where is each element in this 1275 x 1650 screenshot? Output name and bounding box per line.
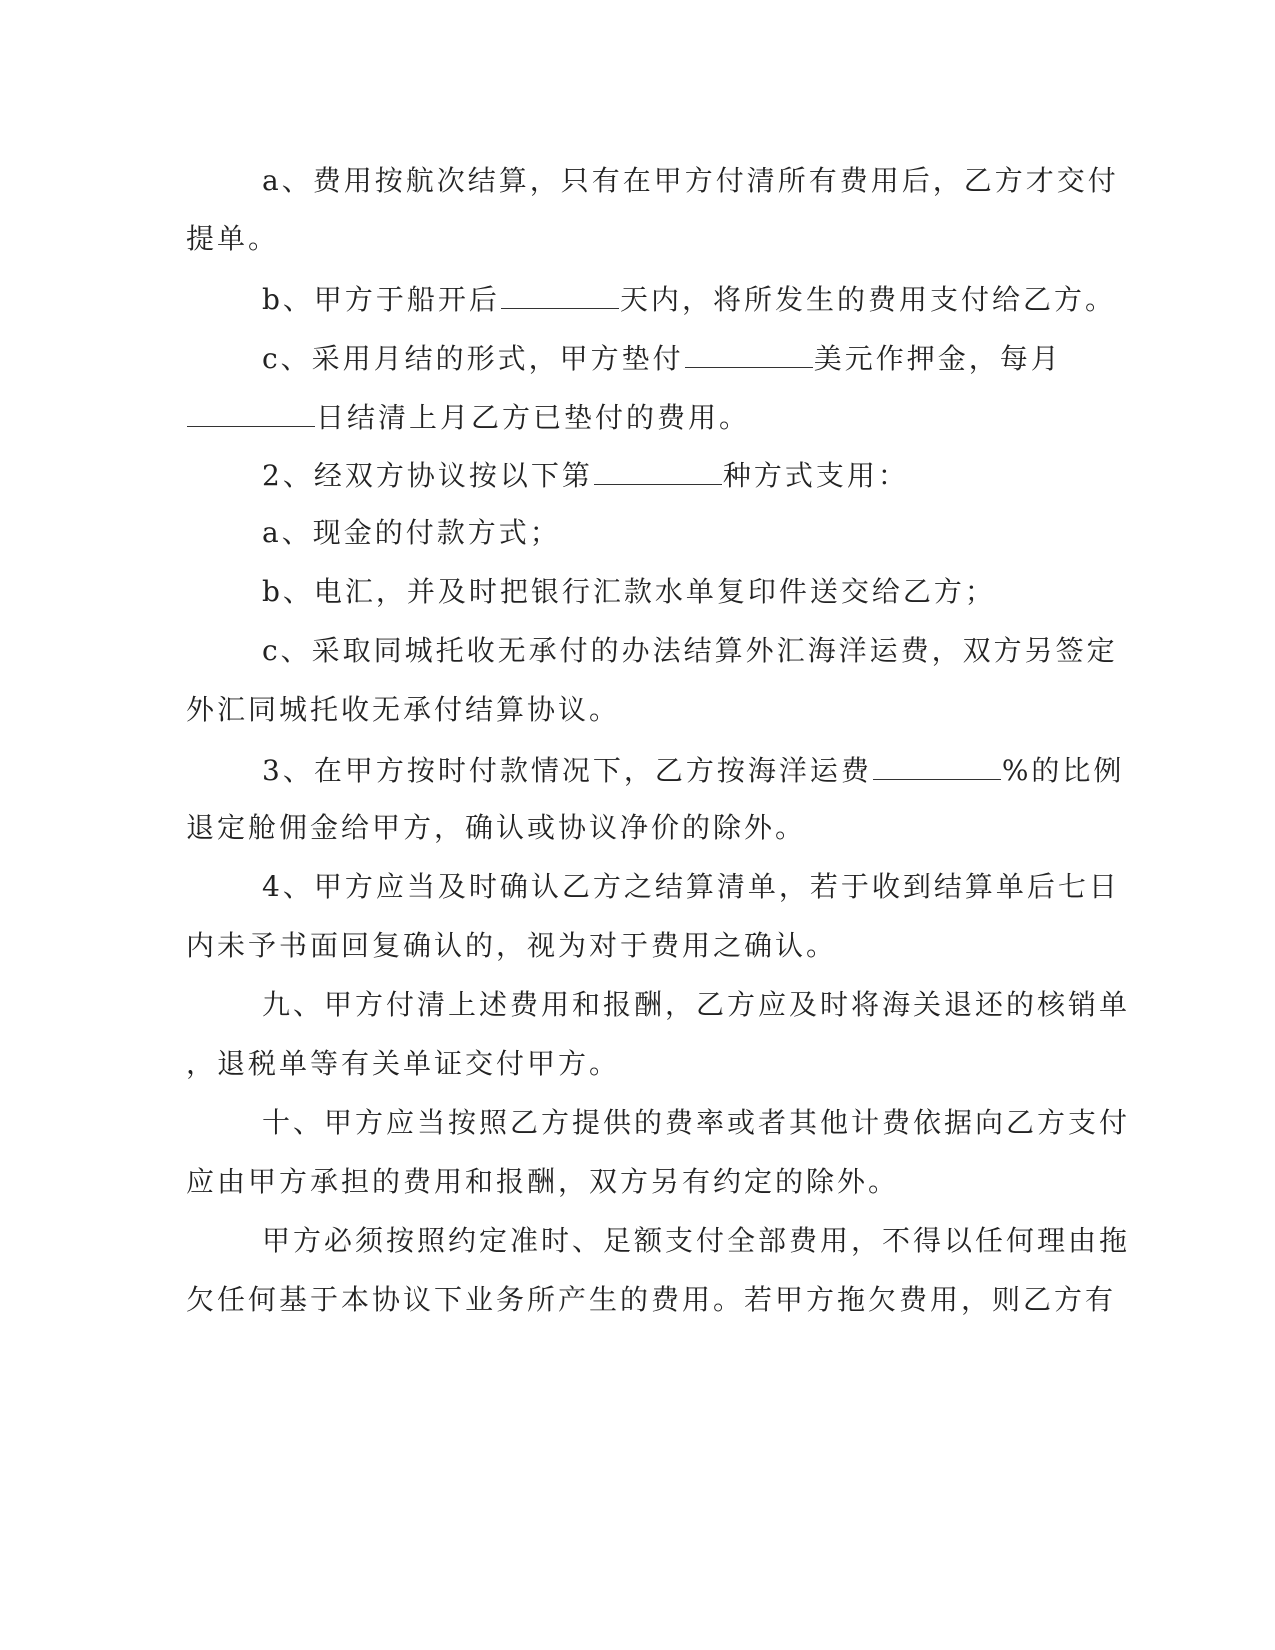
line-commission-refund	[186, 808, 1086, 848]
line-text: 内未予书面回复确认的，视为对于费用之确认。	[186, 929, 838, 962]
line-3-commission	[262, 749, 1162, 791]
line-text: 日结清上月乙方已垫付的费用。	[316, 401, 751, 434]
line-text: %的比例	[1001, 754, 1125, 787]
line-text: c、采取同城托收无承付的办法结算外汇海洋运费，双方另签定	[262, 634, 1118, 667]
line-collection-agreement	[186, 690, 1086, 730]
line-c-monthly	[262, 337, 1162, 379]
line-text: 提单。	[186, 222, 280, 255]
line-bill-of-lading	[186, 219, 1086, 259]
line-text: b、甲方于船开后	[262, 283, 500, 316]
line-b-wire	[262, 572, 1162, 612]
fill-blank-method[interactable]	[594, 454, 722, 485]
line-b-payment-days	[262, 278, 1162, 320]
line-c-collection	[262, 631, 1162, 671]
line-monthly-day	[186, 396, 1086, 438]
line-text: 应由甲方承担的费用和报酬，双方另有约定的除外。	[186, 1165, 900, 1198]
line-documents-cont	[186, 1044, 1086, 1084]
line-9-documents	[262, 985, 1162, 1025]
line-text: c、采用月结的形式，甲方垫付	[262, 342, 684, 375]
line-arrears	[186, 1280, 1117, 1320]
line-text: 外汇同城托收无承付结算协议。	[186, 693, 621, 726]
line-a-cash	[262, 513, 1162, 553]
line-text: 九、甲方付清上述费用和报酬，乙方应及时将海关退还的核销单	[262, 988, 1131, 1021]
line-4-confirm	[262, 867, 1162, 907]
fill-blank-percent[interactable]	[873, 749, 1001, 780]
line-text: b、电汇，并及时把银行汇款水单复印件送交给乙方；	[262, 575, 996, 608]
line-text: 天内，将所发生的费用支付给乙方。	[619, 283, 1116, 316]
line-text: 美元作押金，每月	[813, 342, 1062, 375]
line-text: 4、甲方应当及时确认乙方之结算清单，若于收到结算单后七日	[262, 870, 1120, 903]
line-text: 种方式支用：	[722, 459, 909, 492]
line-text: 2、经双方协议按以下第	[262, 459, 593, 492]
line-text: 甲方必须按照约定准时、足额支付全部费用，不得以任何理由拖	[262, 1224, 1131, 1257]
fill-blank-day[interactable]	[187, 396, 315, 427]
line-text: 十、甲方应当按照乙方提供的费率或者其他计费依据向乙方支付	[262, 1106, 1131, 1139]
fill-blank-days[interactable]	[501, 278, 619, 309]
line-fees-cont	[186, 1162, 1086, 1202]
line-text: 3、在甲方按时付款情况下，乙方按海洋运费	[262, 754, 872, 787]
line-text: 欠任何基于本协议下业务所产生的费用。若甲方拖欠费用，则乙方有	[186, 1283, 1117, 1316]
line-text: a、费用按航次结算，只有在甲方付清所有费用后，乙方才交付	[262, 164, 1119, 197]
line-text: ，退税单等有关单证交付甲方。	[186, 1047, 621, 1080]
line-full-payment	[262, 1221, 1162, 1261]
line-a-settlement	[262, 161, 1162, 201]
line-confirm-cont	[186, 926, 1086, 966]
line-text: 退定舱佣金给甲方，确认或协议净价的除外。	[186, 811, 807, 844]
line-2-method	[262, 454, 1162, 496]
fill-blank-deposit[interactable]	[685, 337, 813, 368]
line-text: a、现金的付款方式；	[262, 516, 561, 549]
line-10-fees	[262, 1103, 1162, 1143]
